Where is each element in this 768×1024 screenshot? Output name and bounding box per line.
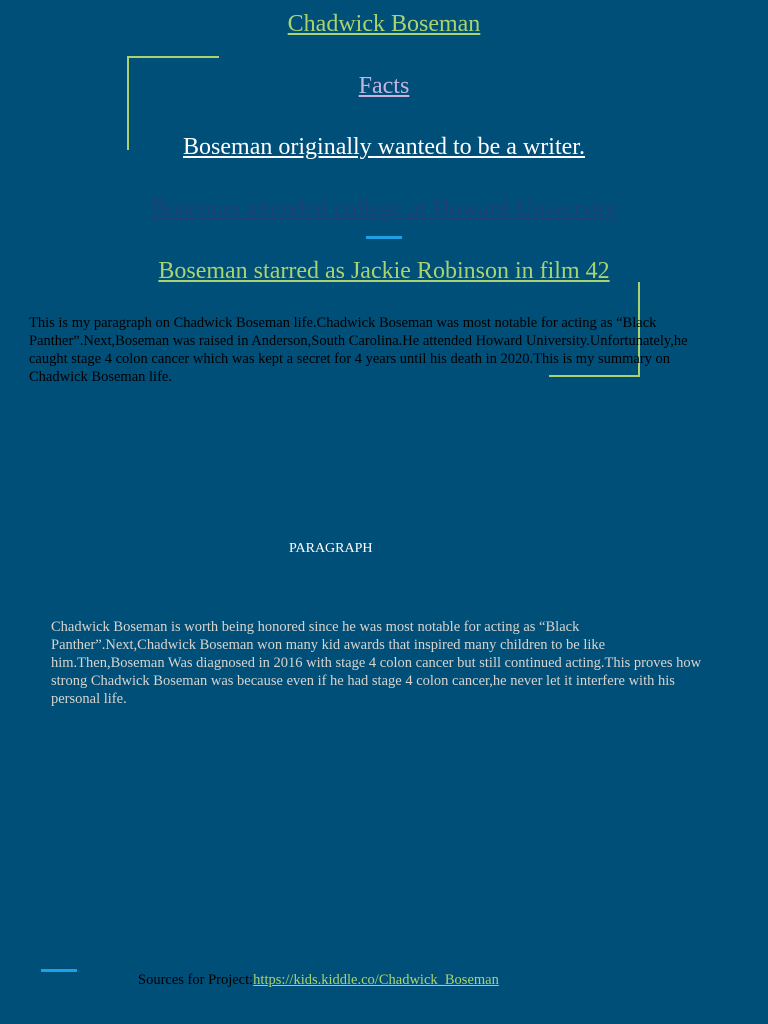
- paragraph-heading: PARAGRAPH: [289, 541, 373, 556]
- fact-link-howard[interactable]: Boseman attended college at Howard University: [151, 196, 617, 222]
- title-link[interactable]: Chadwick Boseman: [287, 11, 481, 37]
- sources-line: [138, 971, 499, 989]
- sources-label: Sources for Project:: [138, 972, 254, 988]
- honor-paragraph: Chadwick Boseman is worth being honored since he was most notable for acting as “Black Panther”.Next,Chadwick Boseman won many kid awards that inspired many children to be like him.Then,Boseman Was diagnosed in 2016 with stage 4 colon cancer but still continued acting.This proves how strong Chadwick Boseman was because even if he had stage 4 colon cancer,he never let it interfere with his personal life.: [51, 619, 702, 707]
- fact-link-writer[interactable]: Boseman originally wanted to be a writer.: [183, 134, 585, 160]
- corner-decoration-top-horizontal: [127, 56, 219, 58]
- sources-link[interactable]: https://kids.kiddle.co/Chadwick_Boseman: [253, 972, 499, 988]
- blue-dash-decoration-bottom: [41, 969, 77, 972]
- fact-link-jackie-robinson[interactable]: Boseman starred as Jackie Robinson in film 42: [158, 258, 610, 284]
- summary-paragraph: This is my paragraph on Chadwick Boseman life.Chadwick Boseman was most notable for acting as “Black Panther”.Next,Boseman was raised in Anderson,South Carolina.He attended Howard University.Unfortunately,he caught stage 4 colon cancer which was kept a secret for 4 years until his death in 2020.This is my summary on Chadwick Boseman life.: [29, 315, 688, 385]
- blue-dash-decoration: [366, 236, 402, 239]
- facts-link[interactable]: Facts: [358, 73, 410, 99]
